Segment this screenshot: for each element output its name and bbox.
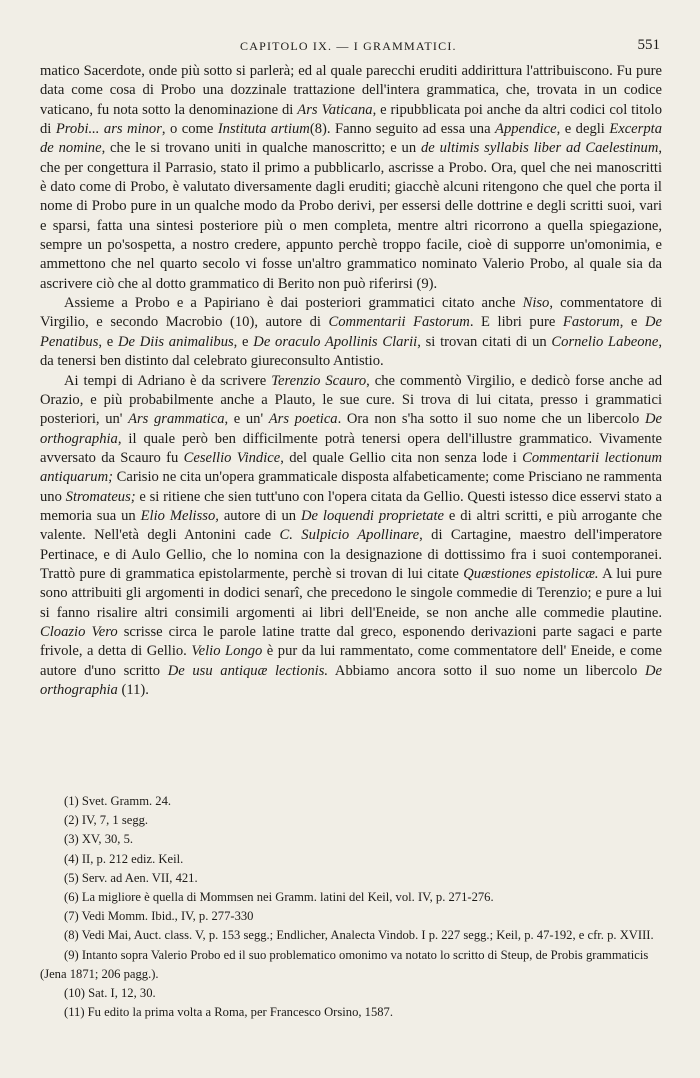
title-appendice: Appendice xyxy=(495,121,557,138)
footnote: (8) Vedi Mai, Auct. class. V, p. 153 segg.; Endlicher, Analecta Vindob. I p. 227 segg.; Keil, p. 47-192, e cfr. p. XVIII. xyxy=(64,928,654,943)
name-elio-melisso: Elio Melisso, xyxy=(140,507,219,524)
footnote: (3) XV, 30, 5. xyxy=(64,832,134,847)
name-velio-longo: Velio Longo xyxy=(191,643,263,660)
title-de-orthographia: De orthographia xyxy=(40,411,662,447)
footnote: (9) Intanto sopra Valerio Probo ed il suo problematico omonimo va notato lo scritto di Steup, de Probis grammaticis (Jena 1871; 206 pagg.). xyxy=(40,947,649,981)
title-de-oraculo-apollinis: De oraculo Apollinis Clarii xyxy=(253,333,418,350)
paragraph-scauro: Ai tempi di Adriano è da scrivere Terenzio Scauro, che commentò Virgilio, e dedicò forse anche ad Orazio, e più probabilmente anche a Plauto, le sue cure. Si trova di lui citata, presso i grammatici posteriori, un' Ars grammatica, e un' Ars poetica. Ora non s'ha sotto il suo nome che un libercolo De orthographia, il quale però ben difficilmente potrà tenersi opera dell'illustre grammatico. Vivamente avversato da Scauro fu Cesellio Vindice, del quale Gellio cita non senza lode i Commentarii lectionum antiquarum; Carisio ne cita un'opera grammaticale disposta alfabeticamente; come Prisciano ne rammenta uno Stromateus; e si ritiene che sien tutt'uno con l'opera citata da Gellio. Questi istesso dice esservi stato a memoria sua un Elio Melisso, autore di un De loquendi proprietate e di altri scritti, e più arrogante che valente. Nell'età degli Antonini cade C. Sulpicio Apollinare, di Cartagine, maestro dell'imperatore Pertinace, e di Aulo Gellio, che lo nomina con la designazione di dottissimo fra i suoi contemporanei. Trattò pure di grammatica epistolarmente, perchè si trovan di lui citate Quæstiones epistolicæ. A lui pure sono attribuiti gli argomenti in dodici senarî, che precedono le singole commedie di Terenzio; e pure a lui si fanno risalire altri consimili argomenti ai libri dell'Eneide, se non anche alle commedie plautine. Cloazio Vero scrisse circa le parole latine tratte dal greco, esponendo derivazioni parte sagaci e parte frivole, a detta di Gellio. Velio Longo è pur da lui rammentato, come commentatore dell' Eneide, e come autore d'uno scritto De usu antiquæ lectionis. Abbiamo ancora sotto il suo nome un libercolo De orthographia (11). xyxy=(40,372,663,698)
title-de-usu-antiquae-lectionis: De usu antiquæ lectionis. xyxy=(167,662,329,679)
page-number: 551 xyxy=(637,37,660,53)
running-title: CAPITOLO IX. — I GRAMMATICI. xyxy=(240,39,457,53)
title-de-diis-animalibus: De Diis animalibus xyxy=(117,333,234,350)
main-text xyxy=(40,62,662,700)
title-stromateus: Stromateus; xyxy=(65,488,136,505)
name-terenzio-scauro: Terenzio Scauro xyxy=(271,372,367,389)
footnote: (2) IV, 7, 1 segg. xyxy=(64,813,149,828)
title-fastorum: Fastorum xyxy=(562,314,620,331)
title-ars-grammatica: Ars grammatica xyxy=(128,411,225,428)
title-probi-ars-minor: Probi... ars minor xyxy=(55,121,162,138)
name-niso: Niso xyxy=(522,295,550,312)
footnote: (1) Svet. Gramm. 24. xyxy=(64,794,172,808)
footnote: (5) Serv. ad Aen. VII, 421. xyxy=(64,870,198,885)
title-commentarii-lectionum: Commentarii lectionum antiquarum; xyxy=(40,449,663,486)
footnote: (6) La migliore è quella di Mommsen nei Gramm. latini del Keil, vol. IV, p. 271-276. xyxy=(64,890,494,905)
footnote: (11) Fu edito la prima volta a Roma, per Francesco Orsino, 1587. xyxy=(64,1005,393,1020)
name-sulpicio-apollinare: C. Sulpicio Apollinare xyxy=(279,527,420,544)
footnote: (4) II, p. 212 ediz. Keil. xyxy=(64,851,184,866)
name-cornelio-labeone: Cornelio Labeone xyxy=(551,333,659,350)
footnotes xyxy=(40,792,662,1022)
paragraph-probo: matico Sacerdote, onde più sotto si parlerà; ed al quale parecchi eruditi addirittura l'attribuiscono. Fu pure data come cosa di Probo una dozzinale trattazione dell'intera grammatica, che, trovata in un codice vaticano, fu nota sotto la denominazione di Ars Vaticana, e ripubblicata poi anche da altri codici col titolo di Probi... ars minor, o come Instituta artium(8). Fanno seguito ad essa una Appendice, e degli Excerpta de nomine, che le si trovano uniti in qualche manoscritto; e un de ultimis syllabis liber ad Caelestinum, che per congettura il Parrasio, stato il primo a pubblicarlo, ascrisse a Probo. Ora, quel che nei manoscritti è dato come di Probo, è valutato diversamente dagli eruditi; giacchè alcuni ritengono che quel che porta il nome di Probo pure in un qualche modo da Probo derivi, per essersi delle dottrine e degli scritti suoi, vari e sparsi, fatta una sintesi posteriore più o men completa, mentre altri ricorrono a quella spiegazione, sempre un po'sospetta, a nostro credere, appunto perchè troppo facile, cioè di supporre un'omonimia, e ammettono che nel quarto secolo vi fosse un'altro grammatico nominato Valerio Probo, al quale sia da ascrivere ciò che al dotto grammatico di Berito non può riferirsi (9). xyxy=(40,63,663,292)
title-commentarii-fastorum: Commentarii Fastorum xyxy=(328,314,470,331)
title-quaestiones-epistolicae: Quæstiones epistolicæ. xyxy=(463,565,599,582)
title-ars-vaticana: Ars Vaticana xyxy=(297,101,373,118)
footnote: (10) Sat. I, 12, 30. xyxy=(64,986,156,1001)
footnote: (7) Vedi Momm. Ibid., IV, p. 277-330 xyxy=(64,909,254,924)
title-excerpta-de-nomine: Excerpta de nomine xyxy=(40,121,662,157)
name-cesellio-vindice: Cesellio Vindice xyxy=(183,449,281,466)
title-de-ultimis-syllabis: de ultimis syllabis liber ad Caelestinum xyxy=(420,140,659,157)
paragraph-niso: Assieme a Probo e a Papiriano è dai posteriori grammatici citato anche Niso, commentatore di Virgilio, e secondo Macrobio (10), autore di Commentarii Fastorum. E libri pure Fastorum, e De Penatibus, e De Diis animalibus, e De oraculo Apollinis Clarii, si trovan citati di un Cornelio Labeone, da tenersi ben distinto dal celebrato giureconsulto Antistio. xyxy=(40,295,662,370)
title-de-loquendi-proprietate: De loquendi proprietate xyxy=(300,507,444,524)
title-de-penatibus: De Penatibus xyxy=(40,314,662,350)
title-de-orthographia-2: De orthographia xyxy=(40,662,662,698)
running-header xyxy=(45,37,660,57)
name-cloazio-vero: Cloazio Vero xyxy=(40,623,118,640)
title-ars-poetica: Ars poetica xyxy=(268,411,338,428)
title-instituta-artium: Instituta artium xyxy=(217,121,310,138)
